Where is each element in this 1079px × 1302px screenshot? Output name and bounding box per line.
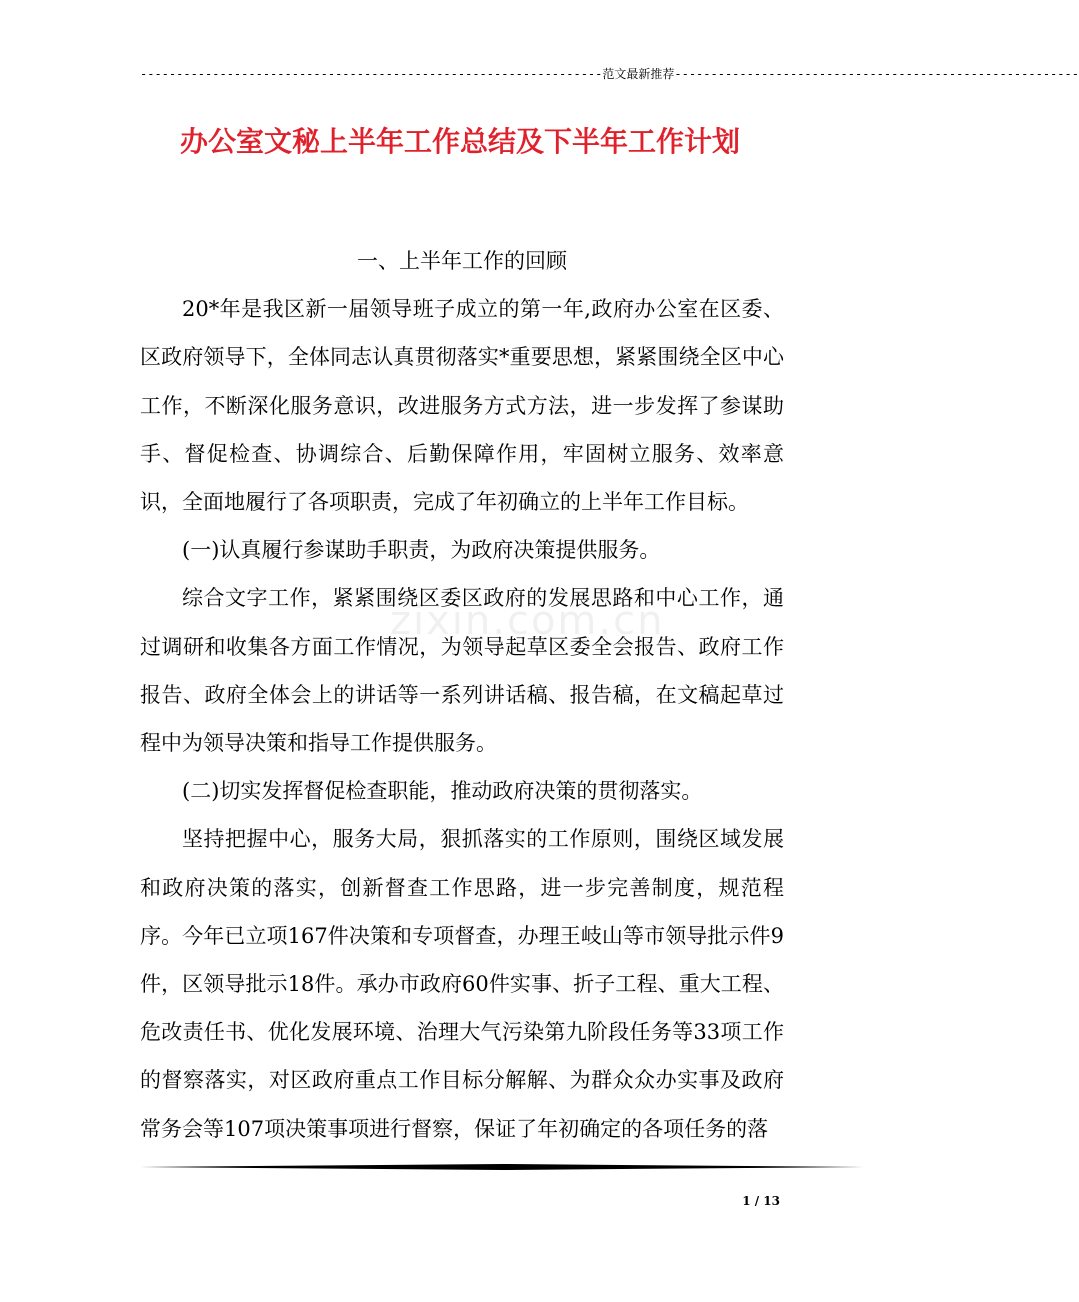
body-paragraph: 20*年是我区新一届领导班子成立的第一年,政府办公室在区委、区政府领导下，全体同志认真贯彻落实*重要思想，紧紧围绕全区中心工作，不断深化服务意识，改进服务方式方法，进一步发挥了参谋助手、督促检查、协调综合、后勤保障作用，牢固树立服务、效率意识，全面地履行了各项职责，完成了年初确立的上半年工作目标。 [140, 297, 784, 515]
page-number: 1 / 13 [742, 1194, 780, 1208]
document-title: 办公室文秘上半年工作总结及下半年工作计划 [179, 125, 740, 158]
section-heading: 一、上半年工作的回顾 [357, 249, 567, 273]
subsection-heading: (一)认真履行参谋助手职责，为政府决策提供服务。 [182, 538, 661, 563]
watermark: zixin.com.cn [390, 598, 665, 644]
body-paragraph: 坚持把握中心，服务大局，狠抓落实的工作原则，围绕区域发展和政府决策的落实，创新督查工作思路，进一步完善制度，规范程序。今年已立项167件决策和专项督查，办理王岐山等市领导批示件9件，区领导批示18件。承办市政府60件实事、折子工程、重大工程、危改责任书、优化发展环境、治理大气污染第九阶段任务等33项工作的督察落实，对区政府重点工作目标分解解、为群众众办实事及政府常务会等107项决策事项进行督察，保证了年初确定的各项任务的落 [140, 827, 784, 1141]
subsection-heading: (二)切实发挥督促检查职能，推动政府决策的贯彻落实。 [182, 779, 703, 804]
document-body [140, 237, 784, 1153]
page-header-banner: ----------------------------------------------------------------范文最新推荐-------------------------------------------------------- [140, 67, 1079, 81]
footer-divider [140, 1164, 864, 1170]
body-paragraph: 综合文字工作，紧紧围绕区委区政府的发展思路和中心工作，通过调研和收集各方面工作情况，为领导起草区委全会报告、政府工作报告、政府全体会上的讲话等一系列讲话稿、报告稿，在文稿起草过程中为领导决策和指导工作提供服务。 [140, 586, 784, 756]
